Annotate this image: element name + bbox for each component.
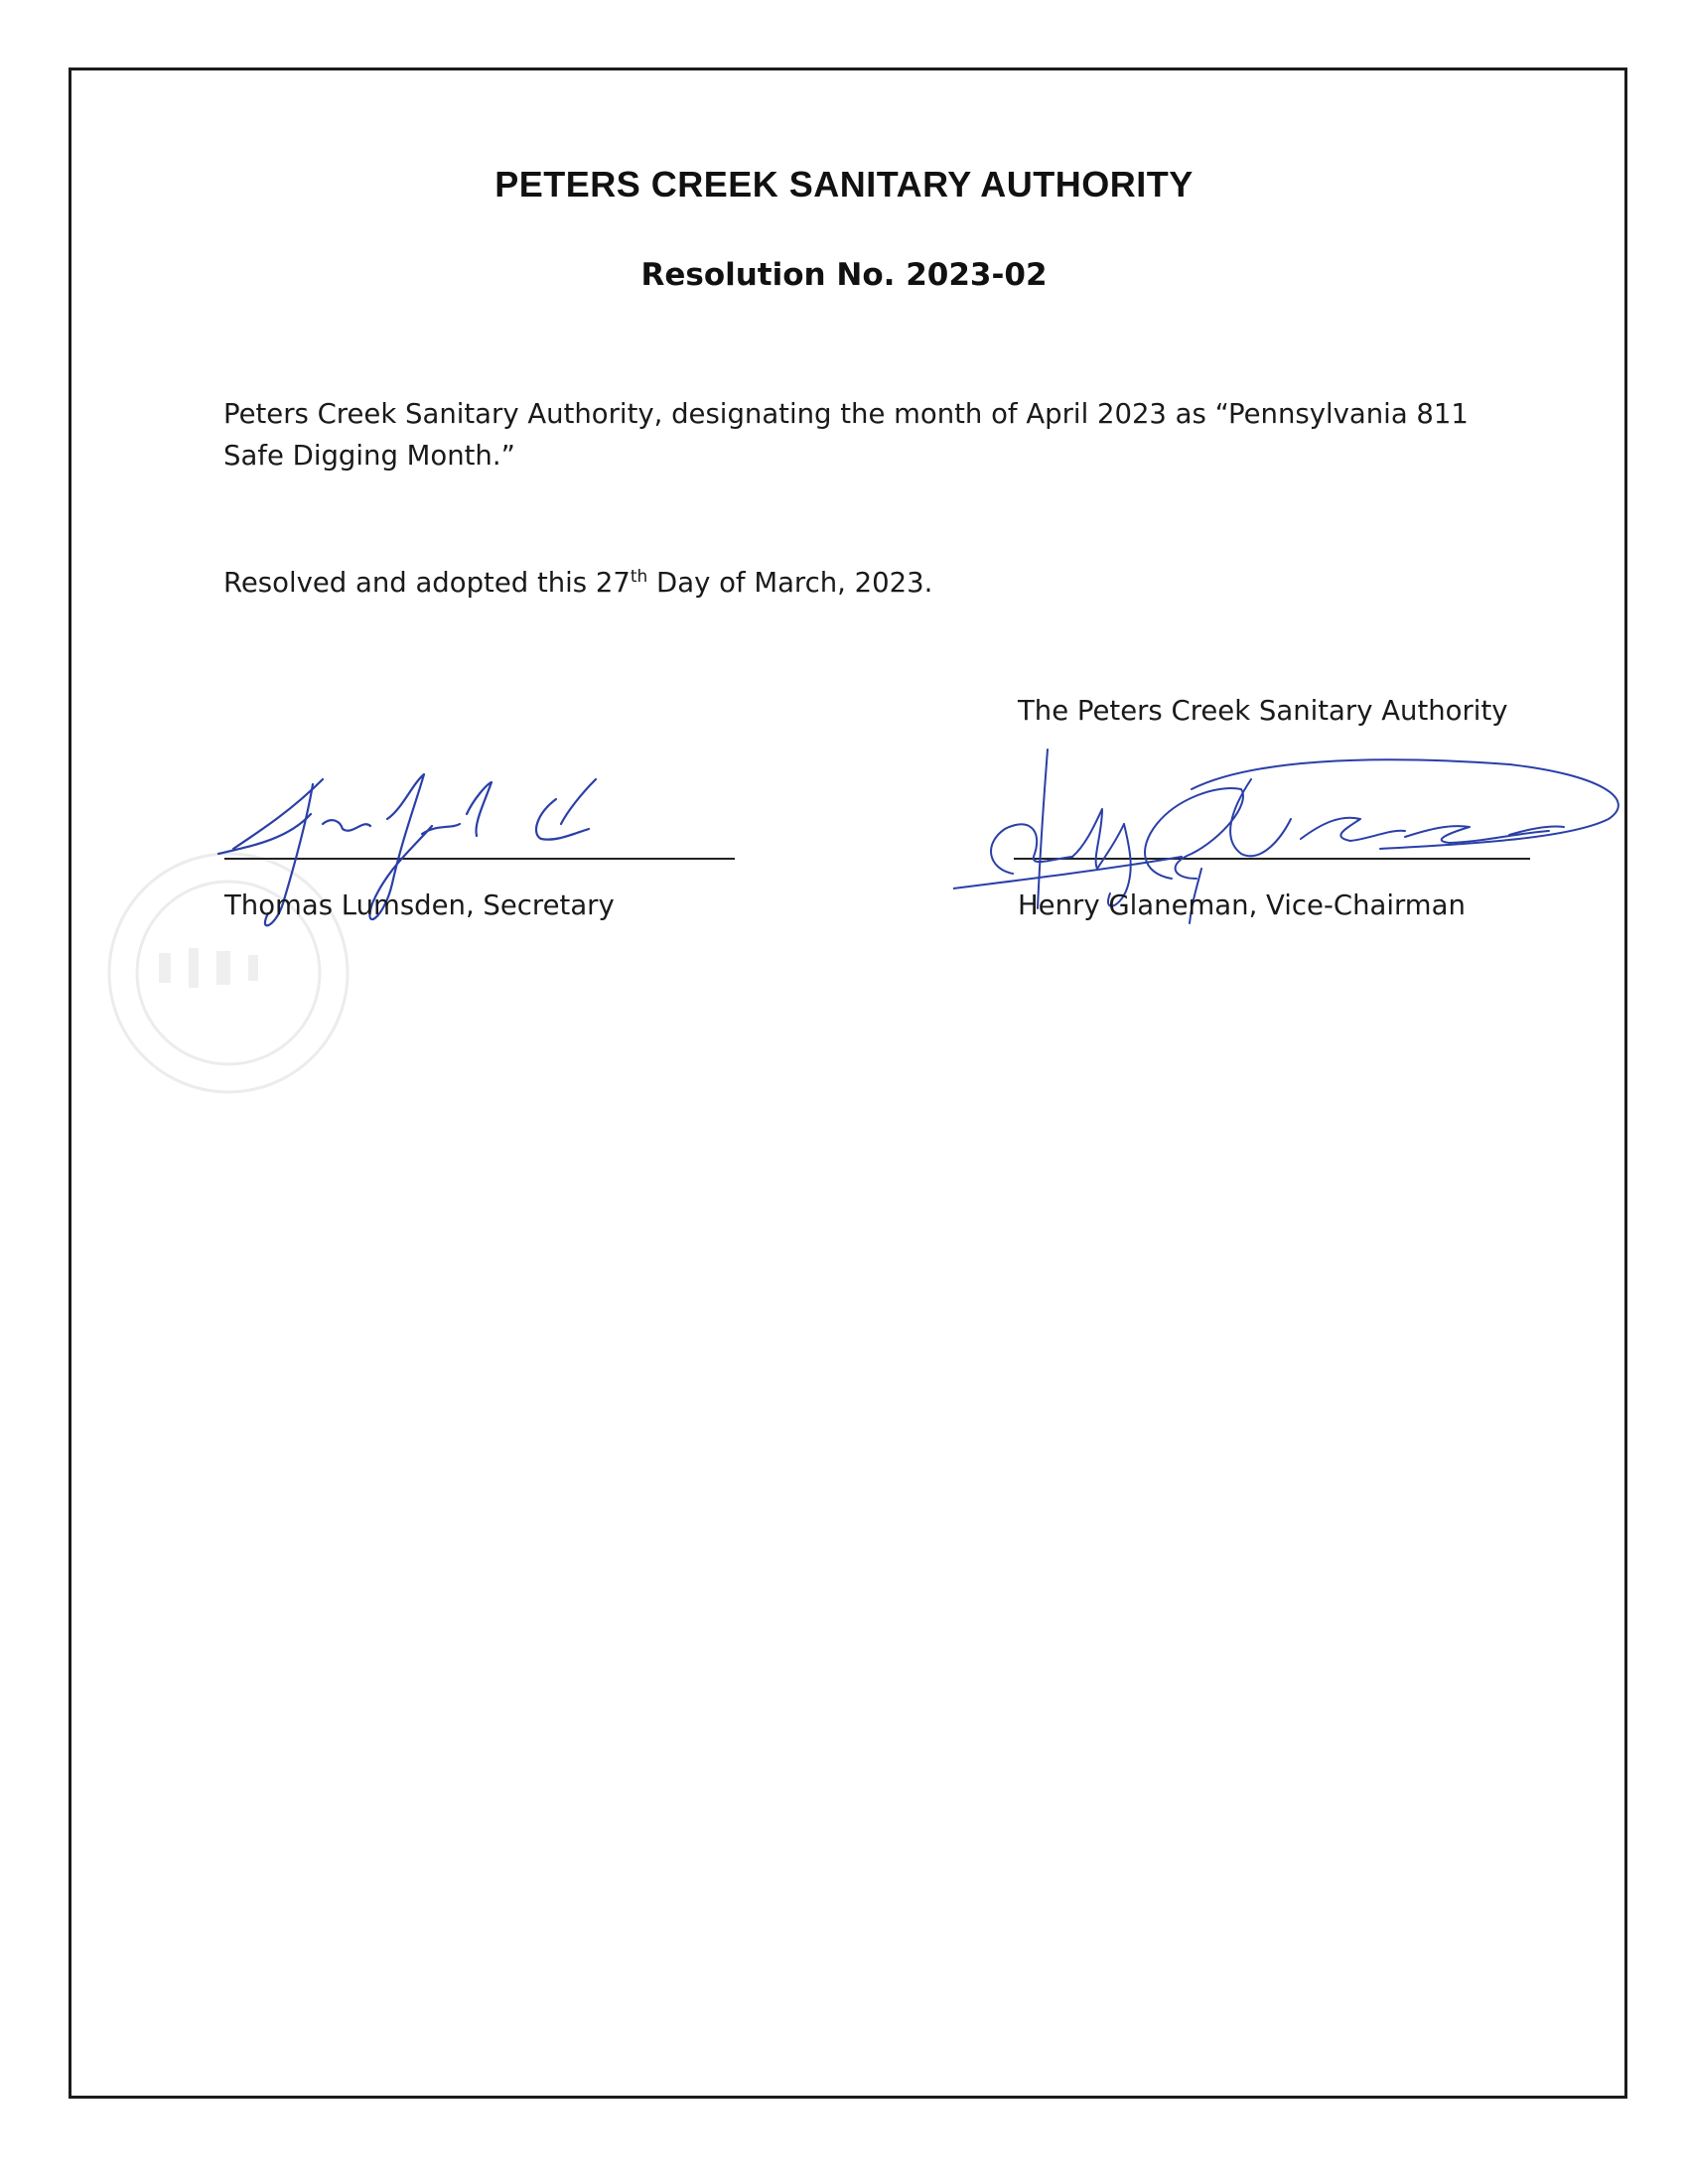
vice-chairman-caption: Henry Glaneman, Vice-Chairman <box>1018 889 1466 921</box>
adoption-prefix: Resolved and adopted this 27 <box>223 567 631 599</box>
authority-name: The Peters Creek Sanitary Authority <box>1018 695 1508 727</box>
organization-title: PETERS CREEK SANITARY AUTHORITY <box>494 164 1194 205</box>
secretary-caption: Thomas Lumsden, Secretary <box>224 889 615 921</box>
signature-line-vice-chairman <box>1014 858 1530 860</box>
adoption-statement <box>223 562 1524 604</box>
resolution-paragraph: Peters Creek Sanitary Authority, designating the month of April 2023 as “Pennsylvania 811 Safe Digging Month.” <box>223 398 1469 472</box>
signature-line-secretary <box>224 858 735 860</box>
embossed-seal-icon <box>40 834 377 1112</box>
resolution-title: Resolution No. 2023-02 <box>640 257 1048 293</box>
adoption-ordinal: th <box>630 566 648 587</box>
adoption-suffix: Day of March, 2023. <box>647 567 933 599</box>
